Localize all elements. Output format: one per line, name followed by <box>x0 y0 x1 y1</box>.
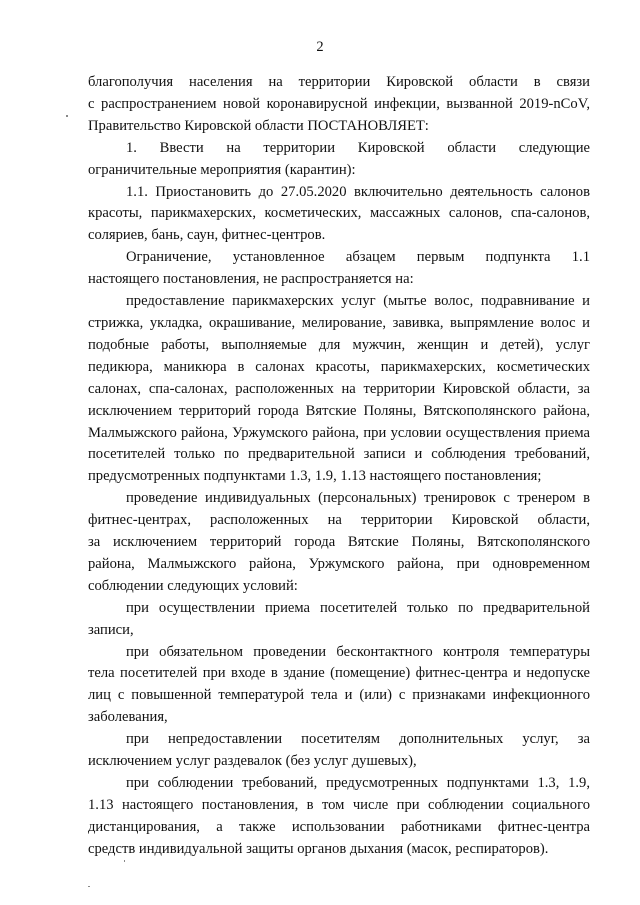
text-line: при обязательном проведении бесконтактного контроля температуры <box>126 643 590 660</box>
paragraph <box>88 138 590 182</box>
paragraph <box>88 182 590 248</box>
text-line: исключением услуг раздевалок (без услуг душевых), <box>88 753 417 770</box>
text-line: при соблюдении требований, предусмотренных подпунктами 1.3, 1.9, <box>126 775 590 791</box>
paragraph <box>88 72 590 138</box>
text-line: проведение индивидуальных (персональных) тренировок с тренером в <box>126 490 590 507</box>
text-line: ограничительные мероприятия (карантин): <box>88 161 356 178</box>
text-line: при осуществлении приема посетителей только по предварительной <box>126 599 590 616</box>
scan-speck <box>88 886 90 887</box>
text-line: с распространением новой коронавирусной инфекции, вызванной 2019-nCoV, <box>88 95 590 112</box>
text-line: за исключением территорий города Вятские Поляны, Вятскополянского <box>88 534 590 551</box>
text-line: дистанцирования, а также использовании работниками фитнес-центра <box>88 818 590 835</box>
text-line: при непредоставлении посетителям дополнительных услуг, за <box>126 731 590 748</box>
text-line: исключением территорий города Вятские Поляны, Вятскополянского района, <box>88 402 590 419</box>
text-line: настоящего постановления, не распространяется на: <box>88 271 414 288</box>
text-line: Ограничение, установленное абзацем первым подпункта 1.1 <box>126 249 590 266</box>
text-line: фитнес-центрах, расположенных на территории Кировской области, <box>88 512 590 529</box>
text-line: красоты, парикмахерских, косметических, массажных салонов, спа-салонов, <box>88 205 590 222</box>
page-number: 2 <box>316 39 324 55</box>
text-line: записи, <box>88 621 134 638</box>
paragraph <box>88 642 590 730</box>
text-line: 1.13 настоящего постановления, в том числе при соблюдении социального <box>88 796 590 813</box>
scan-speck <box>66 115 68 117</box>
text-line: Малмыжского района, Уржумского района, при условии осуществления приема <box>88 424 590 441</box>
text-line: подобные работы, выполняемые для мужчин, женщин и детей), услуг <box>88 336 590 353</box>
text-line: заболевания, <box>88 709 168 726</box>
text-line: благополучия населения на территории Кировской области в связи <box>88 74 590 90</box>
text-line: тела посетителей при входе в здание (помещение) фитнес-центра и недопуске <box>88 665 590 682</box>
paragraph <box>88 247 590 291</box>
text-line: салонах, спа-салонах, расположенных на территории Кировской области, за <box>88 380 590 397</box>
text-line: лиц с повышенной температурой тела и (или) с признаками инфекционного <box>88 687 590 704</box>
text-line: стрижка, укладка, окрашивание, мелирование, завивка, выпрямление волос и <box>88 314 590 331</box>
paragraph <box>88 488 590 598</box>
text-line: Правительство Кировской области ПОСТАНОВЛЯЕТ: <box>88 117 429 134</box>
text-line: соблюдении следующих условий: <box>88 577 298 594</box>
paragraph <box>88 729 590 773</box>
paragraph <box>88 598 590 642</box>
text-line: района, Малмыжского района, Уржумского района, при одновременном <box>88 555 590 572</box>
text-line: 1. Ввести на территории Кировской области следующие <box>126 139 590 156</box>
document-body <box>88 72 590 861</box>
text-line: посетителей только по предварительной записи и соблюдения требований, <box>88 446 590 463</box>
text-line: педикюра, маникюра в салонах красоты, парикмахерских, косметических <box>88 358 590 375</box>
text-line: предоставление парикмахерских услуг (мытье волос, подравнивание и <box>126 293 590 310</box>
text-line: 1.1. Приостановить до 27.05.2020 включительно деятельность салонов <box>126 183 590 200</box>
paragraph <box>88 291 590 488</box>
paragraph <box>88 773 590 861</box>
text-line: соляриев, бань, саун, фитнес-центров. <box>88 227 326 244</box>
text-line: предусмотренных подпунктами 1.3, 1.9, 1.13 настоящего постановления; <box>88 468 542 485</box>
text-line: средств индивидуальной защиты органов дыхания (масок, респираторов). <box>88 840 549 857</box>
